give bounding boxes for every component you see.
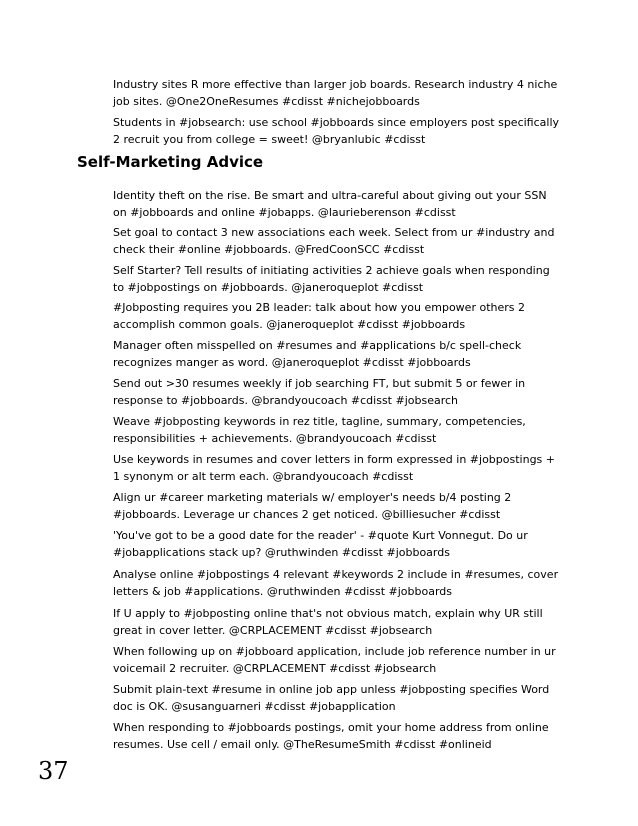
entry-5 [113, 337, 563, 371]
entry-11 [113, 566, 563, 600]
entry-text: Use keywords in resumes and cover letters in form expressed in #jobpostings + 1 synonym or alt term each. @brandyoucoach #cdisst [113, 453, 555, 483]
entry-text: Identity theft on the rise. Be smart and ultra-careful about giving out your SSN on #jobboards and online #jobapps. @laurieberenson #cdisst [113, 189, 547, 219]
entry-top-1 [113, 76, 563, 110]
entry-text: 'You've got to be a good date for the reader' - #quote Kurt Vonnegut. Do ur #jobapplications stack up? @ruthwinden #cdisst #jobboards [113, 529, 528, 559]
entry-12 [113, 605, 563, 639]
entry-text: Set goal to contact 3 new associations each week. Select from ur #industry and check their #online #jobboards. @FredCoonSCC #cdisst [113, 226, 555, 256]
entry-1 [113, 187, 563, 221]
entry-text: Self Starter? Tell results of initiating activities 2 achieve goals when responding to #jobpostings on #jobboards. @janeroqueplot #cdisst [113, 264, 550, 294]
entry-3 [113, 262, 563, 296]
entry-text: Align ur #career marketing materials w/ employer's needs b/4 posting 2 #jobboards. Leverage ur chances 2 get noticed. @billiesucher #cdisst [113, 491, 512, 521]
entry-text: When following up on #jobboard application, include job reference number in ur voicemail 2 recruiter. @CRPLACEMENT #cdisst #jobsearch [113, 645, 556, 675]
entry-2 [113, 224, 563, 258]
entry-14 [113, 681, 563, 715]
section-heading: Self-Marketing Advice [77, 153, 264, 171]
entry-text: Manager often misspelled on #resumes and #applications b/c spell-check recognizes manger as word. @janeroqueplot #cdisst #jobboards [113, 339, 522, 369]
entry-15 [113, 719, 563, 753]
entry-13 [113, 643, 563, 677]
entry-text: Send out >30 resumes weekly if job searching FT, but submit 5 or fewer in response to #jobboards. @brandyoucoach #cdisst #jobsearch [113, 377, 526, 407]
entry-10 [113, 527, 563, 561]
entry-text: If U apply to #jobposting online that's not obvious match, explain why UR still great in cover letter. @CRPLACEMENT #cdisst #jobsearch [113, 607, 543, 637]
entry-text: Industry sites R more effective than larger job boards. Research industry 4 niche job sites. @One2OneResumes #cdisst #nichejobboards [113, 78, 558, 108]
entry-text: Submit plain-text #resume in online job app unless #jobposting specifies Word doc is OK. @susanguarneri #cdisst #jobapplication [113, 683, 550, 713]
entry-6 [113, 375, 563, 409]
entry-text: Weave #jobposting keywords in rez title, tagline, summary, competencies, responsibilities + achievements. @brandyoucoach #cdisst [113, 415, 526, 445]
entry-8 [113, 451, 563, 485]
entry-text: When responding to #jobboards postings, omit your home address from online resumes. Use cell / email only. @TheResumeSmith #cdisst #onlineid [113, 721, 549, 751]
entry-text: Analyse online #jobpostings 4 relevant #keywords 2 include in #resumes, cover letters & job #applications. @ruthwinden #cdisst #jobboards [113, 568, 559, 598]
entry-7 [113, 413, 563, 447]
page-number: 37 [38, 757, 69, 785]
entry-9 [113, 489, 563, 523]
entry-text: #Jobposting requires you 2B leader: talk about how you empower others 2 accomplish common goals. @janeroqueplot #cdisst #jobboards [113, 301, 525, 331]
entry-top-2 [113, 114, 563, 148]
entry-text: Students in #jobsearch: use school #jobboards since employers post specifically 2 recruit you from college = sweet! @bryanlubic #cdisst [113, 116, 560, 146]
entry-4 [113, 299, 563, 333]
